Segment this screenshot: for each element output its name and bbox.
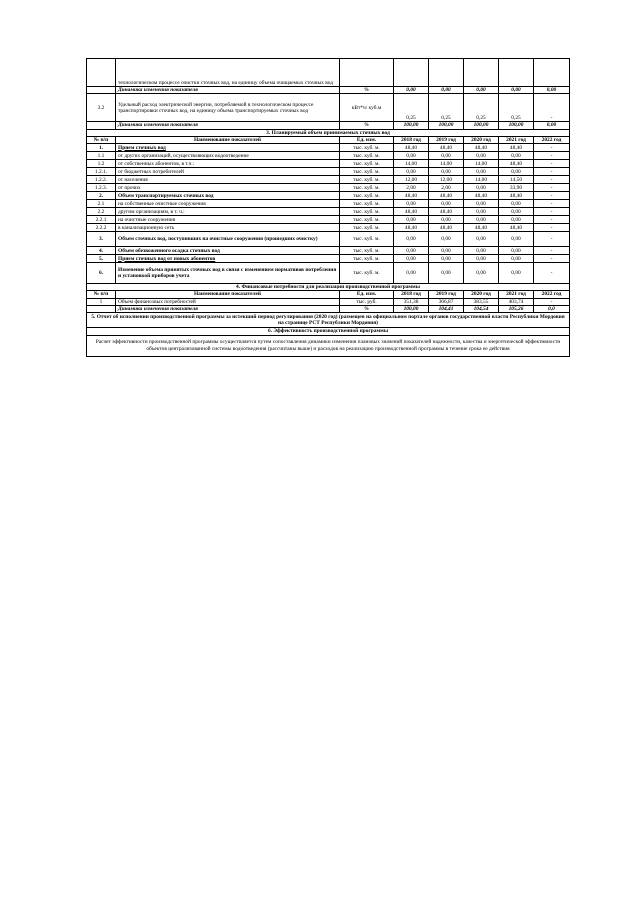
value-cell: - bbox=[534, 144, 570, 152]
unit-cell: тыс. куб. м. bbox=[340, 152, 394, 160]
value-cell: 48,40 bbox=[464, 224, 499, 232]
value-cell: 383,55 bbox=[464, 298, 499, 305]
value-cell: 0,00 bbox=[464, 168, 499, 176]
unit-cell: тыс. куб. м. bbox=[340, 168, 394, 176]
value-cell: 48,40 bbox=[464, 144, 499, 152]
unit-cell: тыс. куб. м. bbox=[340, 247, 394, 255]
value-cell: 366,87 bbox=[429, 298, 464, 305]
value-cell: 0,00 bbox=[534, 122, 570, 129]
row-number: 1 bbox=[87, 298, 116, 305]
unit-cell: тыс. куб. м. bbox=[340, 144, 394, 152]
value-cell: - bbox=[534, 160, 570, 168]
value-cell: 48,40 bbox=[499, 192, 534, 200]
value-cell: 0,00 bbox=[499, 200, 534, 208]
program-table bbox=[86, 58, 570, 357]
value-cell: 48,40 bbox=[394, 208, 429, 216]
value-cell: 0,00 bbox=[499, 247, 534, 255]
value-cell: - bbox=[534, 263, 570, 284]
row-number: 2.2.1 bbox=[87, 216, 116, 224]
value-cell: 0,00 bbox=[464, 232, 499, 247]
value-cell: 0,00 bbox=[499, 87, 534, 94]
value-cell: 0,00 bbox=[429, 168, 464, 176]
value-cell: 0,00 bbox=[464, 255, 499, 263]
header-row bbox=[87, 136, 570, 143]
table-row bbox=[87, 176, 570, 184]
section-title-row bbox=[87, 284, 570, 291]
value-cell: 48,40 bbox=[429, 224, 464, 232]
value-cell: - bbox=[534, 224, 570, 232]
indicator-name: от других организаций, осуществляющих водоотведение bbox=[116, 152, 340, 160]
value-cell: 0,00 bbox=[499, 168, 534, 176]
value-cell: 48,40 bbox=[394, 144, 429, 152]
table-row bbox=[87, 152, 570, 160]
value-cell: 100,00 bbox=[394, 122, 429, 129]
value-cell: 0,25 bbox=[429, 94, 464, 122]
section-title: 6. Эффективность производственной программы bbox=[87, 328, 570, 335]
section-title: 4. Финансовые потребности для реализации производственной программы bbox=[87, 284, 570, 291]
value-cell bbox=[464, 59, 499, 87]
unit-cell: кВт*ч/ куб.м bbox=[340, 94, 394, 122]
table-row bbox=[87, 263, 570, 284]
unit-cell: % bbox=[340, 87, 394, 94]
indicator-name: от собственных абонентов, в т.ч.: bbox=[116, 160, 340, 168]
row-number: 5. bbox=[87, 255, 116, 263]
value-cell: 48,40 bbox=[394, 192, 429, 200]
unit-cell: тыс. руб. bbox=[340, 298, 394, 305]
column-header: 2018 год bbox=[394, 136, 429, 143]
value-cell: 2,00 bbox=[394, 184, 429, 192]
value-cell: 48,40 bbox=[394, 224, 429, 232]
column-header: 2020 год bbox=[464, 136, 499, 143]
value-cell: 0,00 bbox=[429, 247, 464, 255]
document-sheet bbox=[86, 58, 569, 357]
indicator-name: другим организациям, в т. ч.: bbox=[116, 208, 340, 216]
value-cell: 0,00 bbox=[534, 87, 570, 94]
indicator-name: Объем транспортируемых сточных вод bbox=[116, 192, 340, 200]
indicator-name: Объем сточных вод, поступивших на очистные сооружения (прошедших очистку) bbox=[116, 232, 340, 247]
value-cell: - bbox=[534, 192, 570, 200]
value-cell: 100,00 bbox=[464, 122, 499, 129]
unit-cell: % bbox=[340, 306, 394, 313]
indicator-name: Динамика изменения показателя bbox=[116, 122, 340, 129]
value-cell: 48,40 bbox=[499, 160, 534, 168]
value-cell: 48,40 bbox=[499, 224, 534, 232]
value-cell: 0,25 bbox=[394, 94, 429, 122]
unit-cell: тыс. куб. м. bbox=[340, 208, 394, 216]
value-cell: 0,00 bbox=[464, 263, 499, 284]
value-cell: 0,00 bbox=[429, 232, 464, 247]
section-title: 5. Отчет об исполнении производственной программы за истекший период регулирования (2020 год) (размещен на официальном портале органов государственной власти Республики Мордовия на странице РСТ Республики Мордовия) bbox=[87, 313, 570, 328]
value-cell: 0,00 bbox=[499, 152, 534, 160]
unit-cell bbox=[340, 59, 394, 87]
column-header: 2022 год bbox=[534, 136, 570, 143]
table-row bbox=[87, 208, 570, 216]
unit-cell: тыс. куб. м. bbox=[340, 232, 394, 247]
table-row bbox=[87, 192, 570, 200]
dynamics-row bbox=[87, 122, 570, 129]
value-cell: 0,25 bbox=[499, 94, 534, 122]
table-row bbox=[87, 224, 570, 232]
indicator-name: от бюджетных потребителей bbox=[116, 168, 340, 176]
value-cell: 0,00 bbox=[394, 263, 429, 284]
column-header: № п/п bbox=[87, 291, 116, 298]
row-number bbox=[87, 122, 116, 129]
value-cell: 104,54 bbox=[464, 306, 499, 313]
unit-cell: тыс. куб. м. bbox=[340, 176, 394, 184]
indicator-name: Изменение объема принятых сточных вод в связи с изменением нормативов потребления и установкой приборов учета bbox=[116, 263, 340, 284]
value-cell: 0,00 bbox=[499, 263, 534, 284]
dynamics-row bbox=[87, 306, 570, 313]
value-cell: - bbox=[534, 94, 570, 122]
unit-cell: тыс. куб. м. bbox=[340, 255, 394, 263]
value-cell: 0,0 bbox=[534, 306, 570, 313]
table-row bbox=[87, 160, 570, 168]
column-header: Ед. изм. bbox=[340, 291, 394, 298]
row-number: 1.2 bbox=[87, 160, 116, 168]
value-cell: 0,00 bbox=[394, 232, 429, 247]
value-cell: 0,00 bbox=[464, 216, 499, 224]
indicator-name: на собственные очистные сооружения bbox=[116, 200, 340, 208]
value-cell: - bbox=[534, 176, 570, 184]
efficiency-text: Расчет эффективности производственной программы осуществляется путем сопоставления динамики изменения плановых значений показателей надежности, качества и энергетической эффективности объектов централизованной системы водоотведения (рассчитаны выше) и расходов на реализацию производственной программы в течение срока ее действия bbox=[87, 335, 570, 356]
column-header: 2018 год bbox=[394, 291, 429, 298]
section-title-row bbox=[87, 313, 570, 328]
value-cell: 0,00 bbox=[394, 168, 429, 176]
value-cell: 0,00 bbox=[429, 216, 464, 224]
value-cell: 0,00 bbox=[429, 263, 464, 284]
table-row bbox=[87, 184, 570, 192]
value-cell: 14,00 bbox=[394, 160, 429, 168]
table-row bbox=[87, 94, 570, 122]
indicator-name: Объем обезвоженного осадка сточных вод bbox=[116, 247, 340, 255]
unit-cell: тыс. куб. м. bbox=[340, 224, 394, 232]
value-cell: - bbox=[534, 184, 570, 192]
value-cell: 0,00 bbox=[394, 247, 429, 255]
value-cell: 12,00 bbox=[394, 176, 429, 184]
unit-cell: тыс. куб. м. bbox=[340, 184, 394, 192]
value-cell: 0,00 bbox=[394, 216, 429, 224]
value-cell: 48,40 bbox=[429, 208, 464, 216]
unit-cell: тыс. куб. м. bbox=[340, 200, 394, 208]
value-cell: 0,00 bbox=[464, 200, 499, 208]
value-cell: - bbox=[534, 298, 570, 305]
value-cell: 403,74 bbox=[499, 298, 534, 305]
value-cell: 48,40 bbox=[499, 144, 534, 152]
value-cell: 0,00 bbox=[394, 255, 429, 263]
row-number: 2.1 bbox=[87, 200, 116, 208]
text-row bbox=[87, 335, 570, 356]
value-cell: 48,40 bbox=[464, 192, 499, 200]
indicator-name: Динамика изменения показателя bbox=[116, 87, 340, 94]
section-title-row bbox=[87, 129, 570, 136]
table-row bbox=[87, 232, 570, 247]
value-cell: - bbox=[534, 200, 570, 208]
value-cell: 33,90 bbox=[499, 184, 534, 192]
row-number: 1.2.1. bbox=[87, 168, 116, 176]
column-header: № п/п bbox=[87, 136, 116, 143]
unit-cell: % bbox=[340, 122, 394, 129]
value-cell: 14,00 bbox=[464, 160, 499, 168]
value-cell: - bbox=[534, 152, 570, 160]
table-row bbox=[87, 247, 570, 255]
indicator-name: от населения bbox=[116, 176, 340, 184]
value-cell: 104,41 bbox=[429, 306, 464, 313]
table-row bbox=[87, 144, 570, 152]
value-cell: 2,00 bbox=[429, 184, 464, 192]
value-cell: 0,00 bbox=[429, 87, 464, 94]
value-cell: - bbox=[534, 232, 570, 247]
header-row bbox=[87, 291, 570, 298]
value-cell bbox=[534, 59, 570, 87]
column-header: 2022 год bbox=[534, 291, 570, 298]
section-title: 3. Планируемый объем принимаемых сточных вод bbox=[87, 129, 570, 136]
value-cell: - bbox=[534, 216, 570, 224]
value-cell: 0,00 bbox=[429, 152, 464, 160]
row-number: 1.2.3. bbox=[87, 184, 116, 192]
value-cell: 0,00 bbox=[394, 152, 429, 160]
indicator-name: на очистные сооружения bbox=[116, 216, 340, 224]
indicator-name: Прием сточных вод от новых абонентов bbox=[116, 255, 340, 263]
value-cell: 48,40 bbox=[429, 192, 464, 200]
table-row bbox=[87, 255, 570, 263]
table-row bbox=[87, 216, 570, 224]
column-header: Наименование показателей bbox=[116, 136, 340, 143]
column-header: Ед. изм. bbox=[340, 136, 394, 143]
unit-cell: тыс. куб. м. bbox=[340, 192, 394, 200]
row-number: 3. bbox=[87, 232, 116, 247]
value-cell: 14,00 bbox=[429, 160, 464, 168]
column-header: 2021 год bbox=[499, 291, 534, 298]
value-cell: 100,00 bbox=[429, 122, 464, 129]
table-row bbox=[87, 298, 570, 305]
value-cell: 14,50 bbox=[499, 176, 534, 184]
row-number: 1. bbox=[87, 144, 116, 152]
value-cell: 100,00 bbox=[394, 306, 429, 313]
unit-cell: тыс. куб. м. bbox=[340, 263, 394, 284]
column-header: 2019 год bbox=[429, 291, 464, 298]
value-cell: 0,00 bbox=[429, 200, 464, 208]
value-cell: - bbox=[534, 255, 570, 263]
value-cell: 0,00 bbox=[499, 216, 534, 224]
indicator-name: Динамика изменения показателя bbox=[116, 306, 340, 313]
indicator-name: Удельный расход электрической энергии, потребляемой в технологическом процессе транспортировки сточных вод, на единицу объема транспортируемых сточных вод bbox=[116, 94, 340, 122]
value-cell: 0,00 bbox=[464, 208, 499, 216]
indicator-name: в канализационную сеть bbox=[116, 224, 340, 232]
row-number: 3.2 bbox=[87, 94, 116, 122]
value-cell: 0,00 bbox=[464, 87, 499, 94]
unit-cell: тыс. куб. м. bbox=[340, 216, 394, 224]
value-cell: 0,00 bbox=[464, 247, 499, 255]
value-cell: 0,00 bbox=[394, 200, 429, 208]
indicator-name: технологическом процессе очистки сточных вод, на единицу объема очищаемых сточных вод bbox=[116, 59, 340, 87]
row-number: 4. bbox=[87, 247, 116, 255]
value-cell: 100,00 bbox=[499, 122, 534, 129]
column-header: Наименование показателей bbox=[116, 291, 340, 298]
value-cell bbox=[499, 59, 534, 87]
value-cell: 0,25 bbox=[464, 94, 499, 122]
indicator-name: Объем финансовых потребностей bbox=[116, 298, 340, 305]
value-cell: 14,00 bbox=[464, 176, 499, 184]
value-cell: - bbox=[534, 208, 570, 216]
value-cell: 12,00 bbox=[429, 176, 464, 184]
value-cell: 0,00 bbox=[464, 184, 499, 192]
column-header: 2019 год bbox=[429, 136, 464, 143]
column-header: 2020 год bbox=[464, 291, 499, 298]
row-number: 1.1 bbox=[87, 152, 116, 160]
row-number bbox=[87, 59, 116, 87]
row-number: 2.2.2 bbox=[87, 224, 116, 232]
row-number: 1.2.2. bbox=[87, 176, 116, 184]
row-number: 6. bbox=[87, 263, 116, 284]
dynamics-row bbox=[87, 87, 570, 94]
value-cell: 0,00 bbox=[429, 255, 464, 263]
value-cell: - bbox=[534, 168, 570, 176]
value-cell: 0,00 bbox=[499, 255, 534, 263]
unit-cell: тыс. куб. м. bbox=[340, 160, 394, 168]
value-cell: 48,40 bbox=[429, 144, 464, 152]
row-number bbox=[87, 306, 116, 313]
value-cell bbox=[394, 59, 429, 87]
indicator-name: Прием сточных вод bbox=[116, 144, 340, 152]
column-header: 2021 год bbox=[499, 136, 534, 143]
value-cell: 0,00 bbox=[394, 87, 429, 94]
row-number bbox=[87, 87, 116, 94]
table-row bbox=[87, 59, 570, 87]
value-cell: 0,00 bbox=[499, 208, 534, 216]
value-cell bbox=[429, 59, 464, 87]
section-title-row bbox=[87, 328, 570, 335]
value-cell: 0,00 bbox=[499, 232, 534, 247]
value-cell: - bbox=[534, 247, 570, 255]
value-cell: 351,38 bbox=[394, 298, 429, 305]
row-number: 2.2 bbox=[87, 208, 116, 216]
value-cell: 0,00 bbox=[464, 152, 499, 160]
value-cell: 105,26 bbox=[499, 306, 534, 313]
table-row bbox=[87, 168, 570, 176]
indicator-name: от прочих bbox=[116, 184, 340, 192]
row-number: 2. bbox=[87, 192, 116, 200]
table-row bbox=[87, 200, 570, 208]
